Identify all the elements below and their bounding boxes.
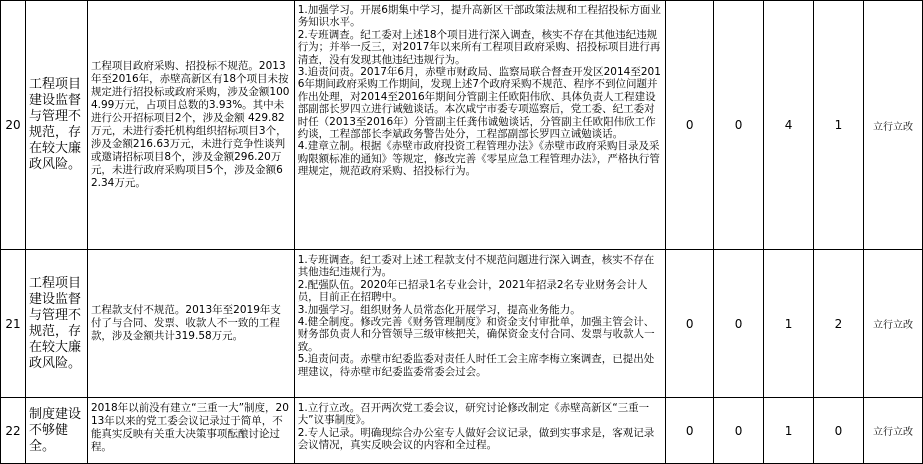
measure-item: 2.配强队伍。2020年已招录1名专业会计，2021年招录2名专业财务会计人员，目前正在招聘中。 [297,278,648,304]
measure-item: 5.追责问责。赤壁市纪委监委对责任人时任工会主席李梅立案调查，已提出处理建议，待赤壁市纪委监委常委会过会。 [297,353,655,378]
table-row [1,1,923,250]
count-cell: 1 [764,398,814,464]
measure-item: 1.立行立改。召开两次党工委会议，研究讨论修改制定《赤壁高新区“三重一大”议事制度》。 [297,402,650,427]
row-number: 20 [1,1,26,250]
rectification-measures [294,398,666,464]
count-cell: 0 [666,398,714,464]
count-cell: 0 [714,398,764,464]
issue-category: 工程项目建设监督与管理不规范，存在较大廉政风险。 [25,1,87,250]
count-cell: 4 [764,1,814,250]
row-number: 21 [1,250,26,398]
rectification-measures [294,250,666,398]
count-cell: 1 [764,250,814,398]
measure-item: 2.专班调查。纪工委对上述18个项目进行深入调查，核实不存在其他违纪违规行为；并举一反三，对2017年以来所有工程项目政府采购、招投标项目进行再清查，没有发现其他违纪违规行为。 [297,28,661,66]
problem-detail: 工程款支付不规范。2013年至2019年支付了与合同、发票、收款人不一致的工程款，涉及金额共计319.58万元。 [87,250,294,398]
measure-item: 4.建章立制。根据《赤壁市政府投资工程管理办法》《赤壁市政府采购目录及采购限额标准的通知》等规定，修改完善《零星应急工程管理办法》，严格执行管理规定，规范政府采购、招投标行为。 [297,140,660,178]
count-cell: 2 [814,250,864,398]
issue-category: 工程项目建设监督与管理不规范，存在较大廉政风险。 [25,250,87,398]
count-cell: 0 [814,398,864,464]
status-cell: 立行立改 [863,398,922,464]
rectification-measures [294,1,666,250]
measure-item: 4.健全制度。修改完善《财务管理制度》和资金支付审批单，加强主管会计、财务部负责人和分管领导三级审核把关，确保资金支付合同、发票与收款人一致。 [297,316,655,353]
count-cell: 0 [714,1,764,250]
count-cell: 0 [714,250,764,398]
measure-item: 3.追责问责。2017年6月，赤壁市财政局、监察局联合督查开发区2014至2016年期间政府采购工作期间，发现上述7个政府采购不规范、程序不到位问题并作出处理，对2014至2016年期间分管副主任欧阳伟欣、具体负责人工程建设部副部长罗四立进行诫勉谈话。本次咸宁市委专项巡察后，党工委、纪工委对时任（2013至2016年）分管副主任龚伟诚勉谈话，分管副主任欧阳伟欣工作约谈，工程部部长李斌政务警告处分，工程部副部长罗四立诫勉谈话。 [297,66,661,141]
measure-item: 1.专班调查。纪工委对上述工程款支付不规范问题进行深入调查，核实不存在其他违纪违规行为。 [297,254,655,279]
status-cell: 立行立改 [863,1,922,250]
issue-category: 制度建设不够健全。 [25,398,87,464]
table-row [1,250,923,398]
status-cell: 立行立改 [863,250,922,398]
measure-item: 2.专人记录。明确现综合办公室专人做好会议记录，做到实事求是，客观记录会议情况，真实反映会议的内容和全过程。 [297,426,655,452]
row-number: 22 [1,398,26,464]
count-cell: 0 [666,250,714,398]
table-row [1,398,923,464]
measure-item: 1.加强学习。开展6期集中学习，提升高新区干部政策法规和工程招投标方面业务知识水平。 [297,4,661,29]
problem-detail: 工程项目政府采购、招投标不规范。2013年至2016年，赤壁高新区有18个项目未按规定进行招投标或政府采购，涉及金额1004.99万元，占项目总数的3.93%。其中未进行公开招标项目2个，涉及金额 429.82万元，未进行委托机构组织招标项目3个，涉及金额216.63万元，未进行竞争性谈判或邀请招标项目8个，涉及金额296.20万元，未进行政府采购项目5个，涉及金额62.34万元。 [87,1,294,250]
count-cell: 0 [666,1,714,250]
measure-item: 3.加强学习。组织财务人员常态化开展学习，提高业务能力。 [297,303,581,316]
count-cell: 1 [814,1,864,250]
problem-detail: 2018年以前没有建立“三重一大”制度，2013年以来的党工委会议记录过于简单，不能真实反映有关重大决策事项酝酿讨论过程。 [87,398,294,464]
